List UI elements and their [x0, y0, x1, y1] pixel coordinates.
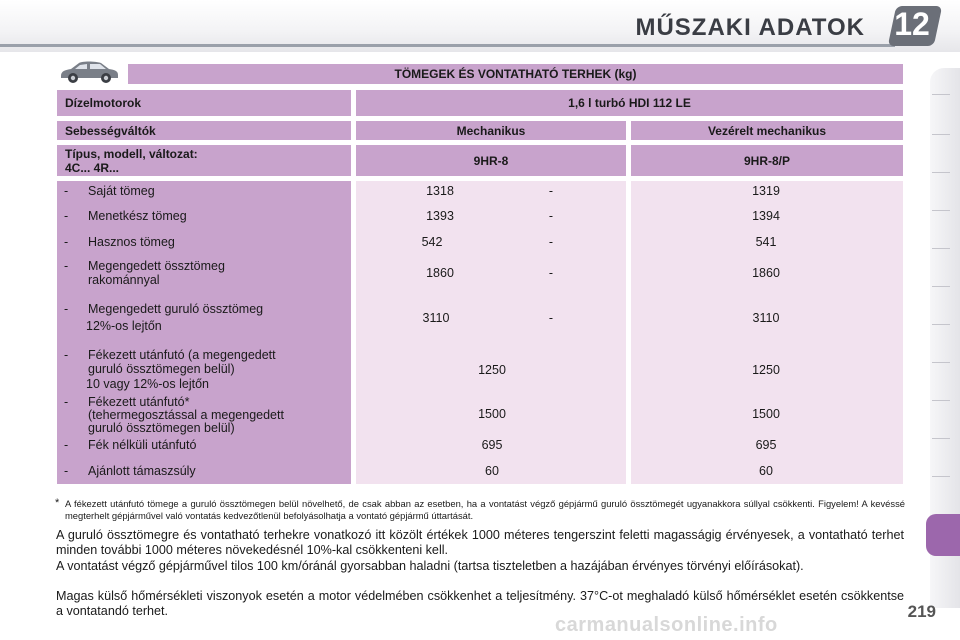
row-dash: - [64, 302, 69, 316]
row-sublabel: 10 vagy 12%-os lejtőn [86, 377, 209, 391]
row-label-text-2: (tehermegosztással a megengedett [88, 408, 284, 422]
row-dash: - [64, 209, 69, 223]
row-label-text: Fékezett utánfutó (a megengedett [88, 348, 276, 362]
header-rule [0, 44, 895, 47]
row-value-3: 1860 [752, 266, 780, 280]
page-title: MŰSZAKI ADATOK [635, 14, 865, 41]
gearbox-label-cell: Sebességváltók [57, 121, 351, 140]
row-value-3: 695 [755, 438, 777, 452]
row-value-3: 3110 [752, 311, 780, 325]
type-label-line2: 4C... 4R... [65, 161, 120, 175]
row-dash: - [64, 395, 69, 409]
type-label-cell [57, 145, 351, 176]
row-dash: - [64, 464, 69, 478]
row-dash: - [64, 348, 69, 362]
row-value-2: - [548, 184, 554, 198]
row-value-1: 1318 [426, 184, 454, 198]
row-dash: - [64, 184, 69, 198]
thumb-divider [932, 172, 950, 173]
footnote-text: A fékezett utánfutó tömege a guruló össztömegen belül növelhető, de csak abban az esetben, ha a vontatást végző gépjármű guruló össztömegét ugyanakkora súllyal csökkenti. Figyelem! A kevéssé megterhelt gépjárművel való vontatás kedvezőtlenül befolyásolhatja a vontató gépjármű úttartását. [65, 498, 905, 521]
thumb-divider [932, 324, 950, 325]
row-value-2: - [548, 266, 554, 280]
chapter-number: 12 [894, 6, 930, 42]
row-value-1: 3110 [422, 311, 450, 325]
row-label-text: Hasznos tömeg [88, 235, 175, 249]
row-value-1: 1393 [426, 209, 454, 223]
row-value-1: 60 [485, 464, 499, 478]
thumb-divider [932, 438, 950, 439]
paragraph-temperature: Magas külső hőmérsékleti viszonyok esetén a motor védelmében csökkenhet a teljesítmény. 37°C-ot meghaladó külső hőmérséklet esetén csökkentse a vontatandó terhet. [56, 589, 904, 618]
paragraph-altitude: A guruló össztömegre és vontatható terhekre vonatkozó itt közölt értékek 1000 méteres tengerszint feletti magasságig érvényesek, a vontatható terhet minden további 1000 méteres növekedésnél 10%-kal csökkenteni kell. [56, 528, 904, 557]
thumb-divider [932, 286, 950, 287]
row-dash: - [64, 438, 69, 452]
engine-value-cell: 1,6 l turbó HDI 112 LE [356, 90, 903, 116]
thumb-divider [932, 134, 950, 135]
car-icon [57, 58, 121, 84]
row-value-1: 1250 [478, 363, 506, 377]
page-number: 219 [907, 602, 936, 621]
row-label-text-2: guruló össztömegen belül) [88, 362, 235, 376]
row-label-text: Menetkész tömeg [88, 209, 187, 223]
row-value-2: - [548, 311, 554, 325]
row-label-text-2: rakománnyal [88, 273, 160, 287]
paragraph-speed: A vontatást végző gépjárművel tilos 100 km/óránál gyorsabban haladni (tartsa tiszteletben a hazájában érvényes törvényi előírásokat). [56, 559, 804, 573]
gearbox-auto-cell: Vezérelt mechanikus [631, 121, 903, 140]
row-value-3: 1319 [752, 184, 780, 198]
type-label-line1: Típus, modell, változat: [65, 147, 198, 161]
gearbox-manual-cell: Mechanikus [356, 121, 626, 140]
table-title: TÖMEGEK ÉS VONTATHATÓ TERHEK (kg) [128, 64, 903, 84]
row-value-1: 1860 [426, 266, 454, 280]
watermark-text: carmanualsonline.info [555, 614, 778, 636]
row-value-3: 60 [759, 464, 773, 478]
row-value-1: 542 [421, 235, 443, 249]
footnote [55, 498, 905, 522]
thumb-divider [932, 400, 950, 401]
row-value-3: 541 [755, 235, 777, 249]
row-label-text: Megengedett guruló össztömeg [88, 302, 264, 316]
row-value-1: 695 [481, 438, 503, 452]
row-label-text: Megengedett össztömeg [88, 259, 225, 273]
chapter-thumb-tab[interactable] [926, 514, 960, 556]
type-manual-cell: 9HR-8 [356, 145, 626, 176]
row-value-3: 1394 [752, 209, 780, 223]
thumb-divider [932, 248, 950, 249]
row-value-2: - [548, 235, 554, 249]
thumb-divider [932, 94, 950, 95]
row-label-text-3: guruló össztömegen belül) [88, 421, 235, 435]
row-label-text: Fék nélküli utánfutó [88, 438, 197, 452]
thumb-divider [932, 210, 950, 211]
row-dash: - [64, 235, 69, 249]
row-label-text: Fékezett utánfutó* [88, 395, 190, 409]
row-label-text: Saját tömeg [88, 184, 155, 198]
row-value-1: 1500 [478, 407, 506, 421]
row-dash: - [64, 259, 69, 273]
engine-label-cell: Dízelmotorok [57, 90, 351, 116]
row-value-2: - [548, 209, 554, 223]
row-value-3: 1250 [752, 363, 780, 377]
row-sublabel: 12%-os lejtőn [86, 319, 162, 333]
row-label-text: Ajánlott támaszsúly [88, 464, 196, 478]
thumb-divider [932, 362, 950, 363]
footnote-marker: * [55, 497, 60, 509]
thumb-divider [932, 476, 950, 477]
row-value-3: 1500 [752, 407, 780, 421]
type-auto-cell: 9HR-8/P [631, 145, 903, 176]
